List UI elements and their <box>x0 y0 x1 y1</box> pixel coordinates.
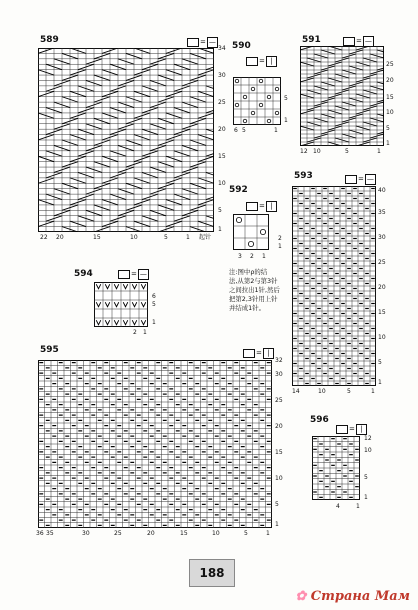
c595-btick: 25 <box>114 530 122 537</box>
c594-rtick: 5 <box>152 301 156 308</box>
c589-rtick: 34 <box>218 45 226 52</box>
c591-btick: 10 <box>313 148 321 155</box>
c595-rtick: 15 <box>275 449 283 456</box>
c595-btick: 30 <box>82 530 90 537</box>
c595-btick: 35 <box>46 530 54 537</box>
chart-589-title: 589 <box>40 35 59 45</box>
c595-rtick: 32 <box>275 357 283 364</box>
c592-rtick: 1 <box>278 243 282 250</box>
c596-rtick: 5 <box>364 474 368 481</box>
c595-rtick: 25 <box>275 397 283 404</box>
c593-btick: 1 <box>371 388 375 395</box>
c593-rtick: 5 <box>378 359 382 366</box>
c595-btick: 1 <box>266 530 270 537</box>
chart-594-key: = — <box>118 269 149 280</box>
chart-593-key: = — <box>345 174 376 185</box>
c589-btick: 15 <box>93 234 101 241</box>
c590-rtick: 5 <box>284 95 288 102</box>
c589-btick: 1 <box>186 234 190 241</box>
c592-rtick: 2 <box>278 235 282 242</box>
c589-btick: 20 <box>56 234 64 241</box>
c591-rtick: 5 <box>386 125 390 132</box>
c591-rtick: 20 <box>386 77 394 84</box>
chart-593-title: 593 <box>294 171 313 181</box>
c593-rtick: 30 <box>378 234 386 241</box>
c591-btick: 5 <box>345 148 349 155</box>
c591-rtick: 1 <box>386 140 390 147</box>
c591-rtick: 25 <box>386 61 394 68</box>
c593-rtick: 20 <box>378 284 386 291</box>
c593-btick: 5 <box>347 388 351 395</box>
chart-591-title: 591 <box>302 35 321 45</box>
chart-595-key: = | <box>243 348 274 359</box>
c589-rtick: 1 <box>218 226 222 233</box>
c589-rtick: 30 <box>218 72 226 79</box>
chart-594-title: 594 <box>74 269 93 279</box>
c589-btick: 10 <box>130 234 138 241</box>
c595-rtick: 30 <box>275 371 283 378</box>
chart-591-key: = — <box>343 36 374 47</box>
c595-btick: 10 <box>212 530 220 537</box>
chart-589-grid <box>38 48 214 232</box>
chart-593-grid <box>292 186 376 386</box>
c591-btick: 12 <box>300 148 308 155</box>
c589-rtick: 10 <box>218 180 226 187</box>
c593-btick: 14 <box>292 388 300 395</box>
c589-start-label: 起针 <box>199 234 212 241</box>
c594-rtick: 1 <box>152 319 156 326</box>
note-line: 并结成1针。 <box>229 304 266 312</box>
c593-rtick: 40 <box>378 187 386 194</box>
c595-rtick: 20 <box>275 423 283 430</box>
c589-rtick: 25 <box>218 99 226 106</box>
note-line: 注:图中ρ的结 <box>229 268 268 276</box>
chart-595-title: 595 <box>40 345 59 355</box>
chart-590-title: 590 <box>232 41 251 51</box>
c589-rtick: 20 <box>218 126 226 133</box>
c594-btick: 2 <box>133 329 137 336</box>
c595-btick: 15 <box>180 530 188 537</box>
c590-rtick: 1 <box>284 117 288 124</box>
c591-rtick: 15 <box>386 94 394 101</box>
note-592 <box>229 268 280 313</box>
c596-btick: 1 <box>356 503 360 510</box>
chart-591-grid <box>300 46 384 146</box>
c595-btick: 36 <box>36 530 44 537</box>
chart-590-grid <box>233 77 281 125</box>
chart-596-title: 596 <box>310 415 329 425</box>
c589-rtick: 15 <box>218 153 226 160</box>
c592-btick: 3 <box>238 253 242 260</box>
chart-594-grid <box>94 282 148 327</box>
c592-btick: 1 <box>262 253 266 260</box>
c594-rtick: 6 <box>152 293 156 300</box>
c595-rtick: 10 <box>275 475 283 482</box>
c594-btick: 1 <box>143 329 147 336</box>
c590-btick: 5 <box>242 127 246 134</box>
c595-btick: 20 <box>147 530 155 537</box>
watermark-text: Страна Мам <box>310 589 410 604</box>
chart-592-grid <box>233 214 269 250</box>
watermark: ✿ Страна Мам <box>295 589 410 604</box>
chart-595-grid <box>38 360 272 528</box>
c593-rtick: 25 <box>378 259 386 266</box>
page-number: 188 <box>189 559 235 587</box>
c590-btick: 1 <box>274 127 278 134</box>
c589-rtick: 5 <box>218 207 222 214</box>
note-line: 法,从第2与第3针 <box>229 277 278 285</box>
c593-rtick: 35 <box>378 209 386 216</box>
note-line: 把第2,3针用上针 <box>229 295 278 303</box>
c591-rtick: 10 <box>386 109 394 116</box>
c595-btick: 5 <box>244 530 248 537</box>
chart-596-key: = | <box>336 424 367 435</box>
chart-592-title: 592 <box>229 185 248 195</box>
c596-rtick: 12 <box>364 435 372 442</box>
c592-btick: 2 <box>250 253 254 260</box>
c595-rtick: 1 <box>275 521 279 528</box>
note-line: 之间拉出1针,然后 <box>229 286 280 294</box>
c596-rtick: 10 <box>364 447 372 454</box>
c596-rtick: 1 <box>364 494 368 501</box>
chart-589-key: = — <box>187 37 218 48</box>
c593-rtick: 10 <box>378 334 386 341</box>
c595-rtick: 5 <box>275 501 279 508</box>
chart-592-key: = | <box>246 201 277 212</box>
c589-btick: 5 <box>164 234 168 241</box>
c591-btick: 1 <box>377 148 381 155</box>
c593-btick: 10 <box>318 388 326 395</box>
c593-rtick: 15 <box>378 309 386 316</box>
c596-btick: 4 <box>336 503 340 510</box>
chart-590-key: = | <box>246 56 277 67</box>
c589-btick: 22 <box>40 234 48 241</box>
chart-596-grid <box>312 436 360 500</box>
c593-rtick: 1 <box>378 379 382 386</box>
c590-btick: 6 <box>234 127 238 134</box>
